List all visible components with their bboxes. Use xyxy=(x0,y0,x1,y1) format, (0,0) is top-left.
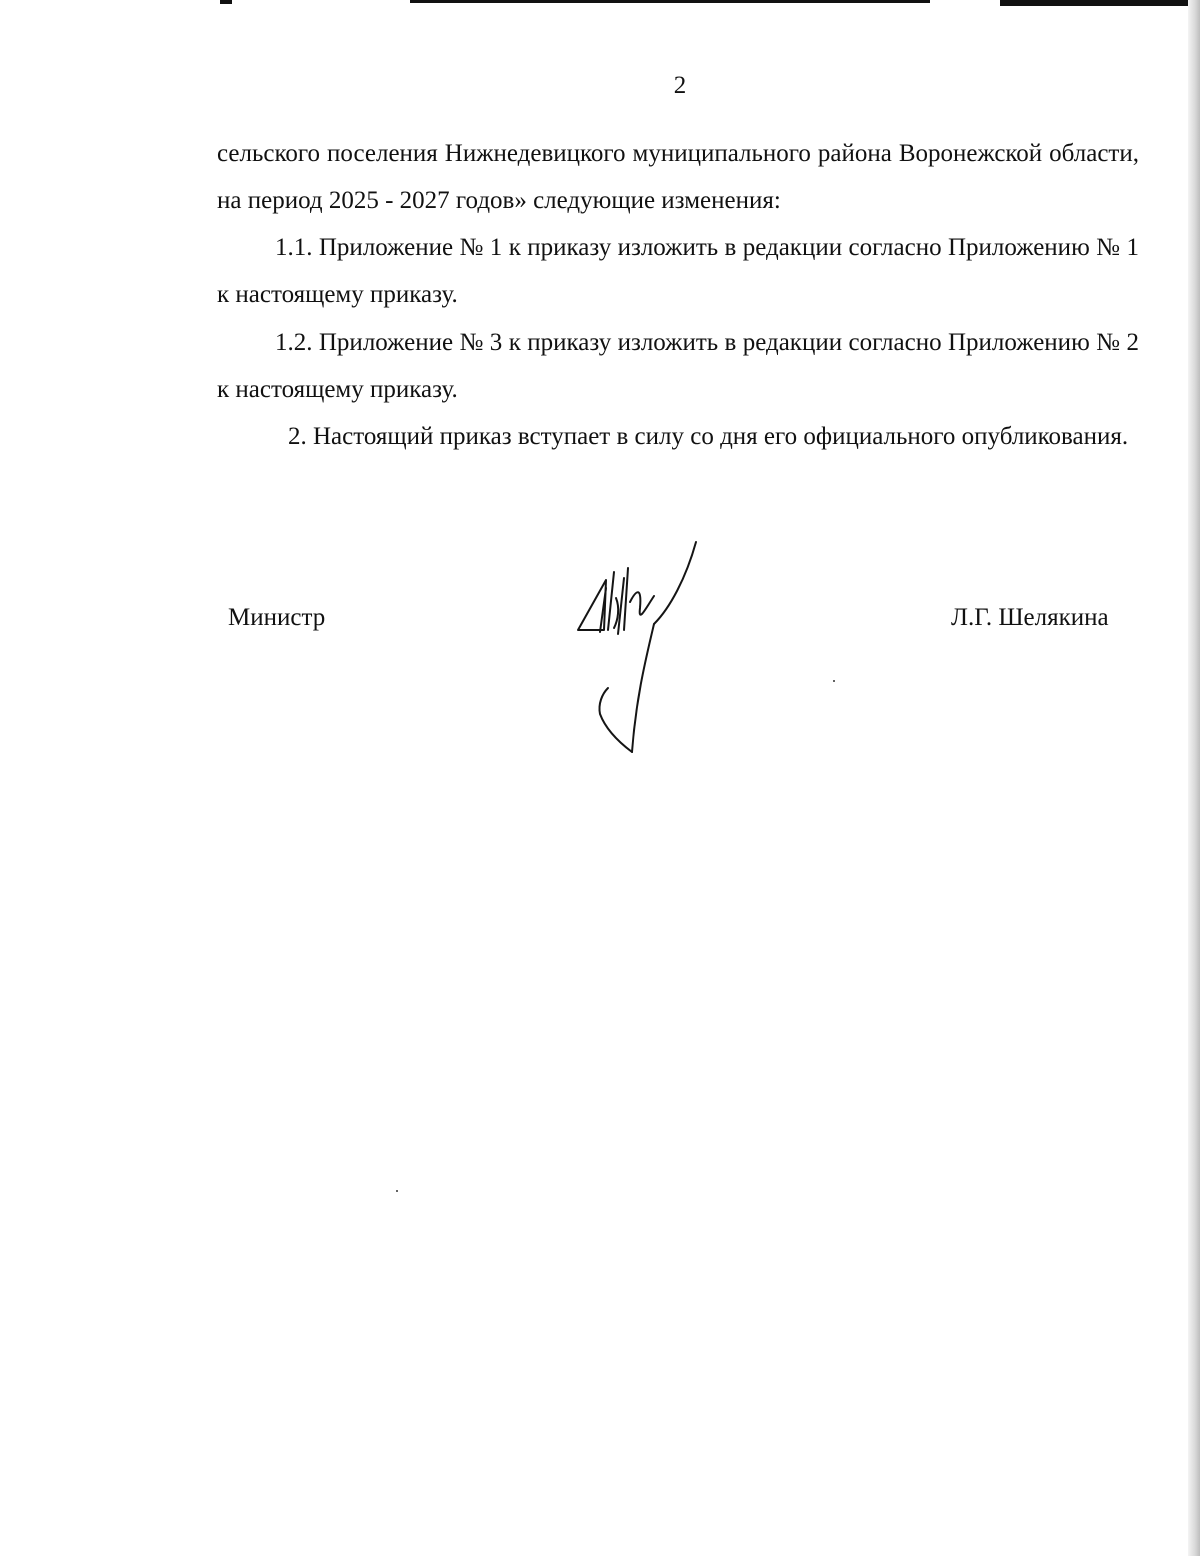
scan-speck xyxy=(833,680,835,682)
paragraph-item-1-2: 1.2. Приложение № 3 к приказу изложить в редакции согласно Приложению № 2 к настоящему приказу. xyxy=(217,329,1139,403)
paragraph-item-1-1: 1.1. Приложение № 1 к приказу изложить в редакции согласно Приложению № 1 к настоящему приказу. xyxy=(217,234,1139,308)
scan-speck xyxy=(396,1190,398,1192)
paragraph-item-2: 2. Настоящий приказ вступает в силу со дня его официального опубликования. xyxy=(288,423,1129,450)
scan-edge-artifact xyxy=(1000,0,1190,6)
scan-edge-artifact xyxy=(220,0,232,4)
scan-edge-shadow xyxy=(1188,0,1200,1556)
handwritten-signature xyxy=(570,538,710,758)
page-number: 2 xyxy=(673,72,687,99)
signatory-name: Л.Г. Шелякина xyxy=(951,604,1109,631)
paragraph-continuation: сельского поселения Нижнедевицкого муниципального района Воронежской области, на период 2025 - 2027 годов» следующие изменения: xyxy=(217,140,1139,214)
signatory-role: Министр xyxy=(228,604,326,631)
scan-edge-artifact xyxy=(410,0,930,3)
